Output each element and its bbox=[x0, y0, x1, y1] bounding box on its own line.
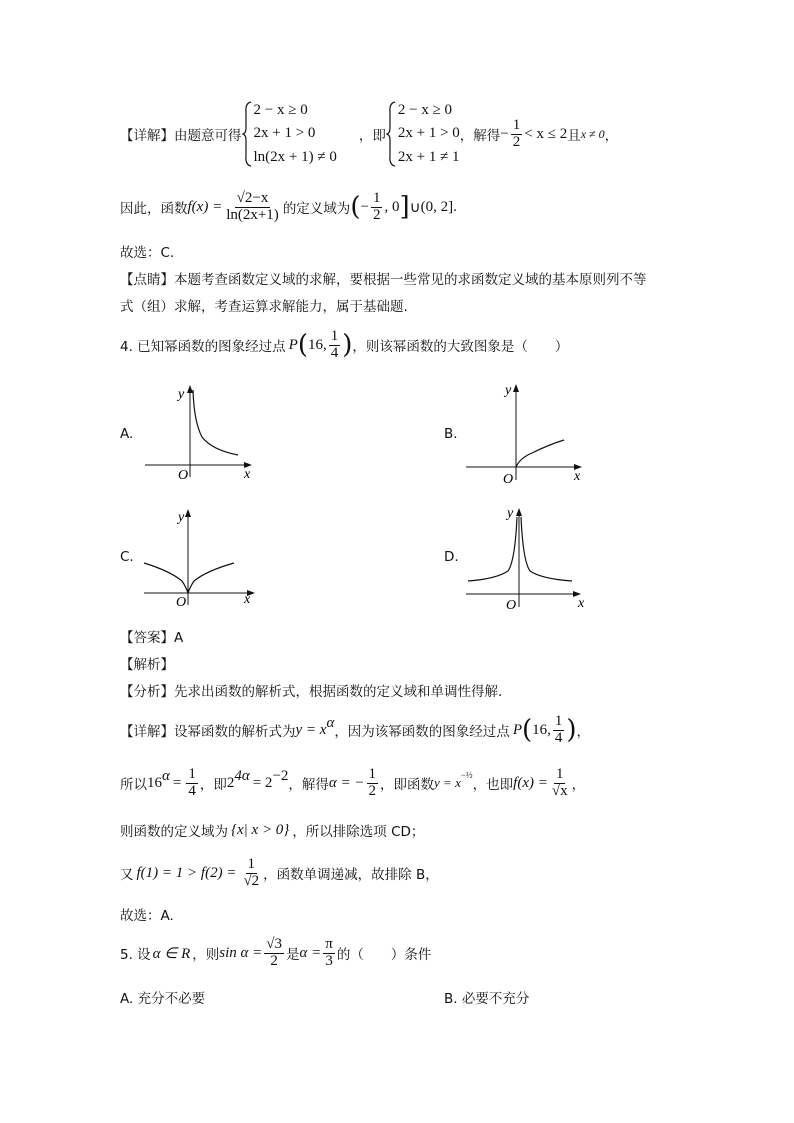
cond-x-ne-0: x ≠ 0 bbox=[580, 126, 605, 141]
y-axis-label: y bbox=[507, 506, 514, 521]
choose-1: 故选：C. bbox=[120, 245, 175, 261]
therefore-lead: 因此，函数 bbox=[120, 201, 188, 217]
left-brace-icon bbox=[386, 101, 396, 167]
origin-label: O bbox=[178, 468, 189, 482]
detail1-solve: ，解得 bbox=[459, 128, 501, 144]
detail1-line: 【详解】 由题意可得 2 − x ≥ 0 2x + 1 > 0 ln(2x + 1) ≠ 0 ，即 2 − x ≥ 0 2x + 1 > 0 2x + 1 ≠ 1 ，解得 − $\frac{1}{2}$ < x ≤ 2 且 x ≠ 0 ， bbox=[120, 98, 618, 170]
and-word: 且 bbox=[567, 128, 581, 144]
answer-line: 【答案】A bbox=[120, 630, 184, 646]
q4-stem: 4. 已知幂函数的图象经过点 P ( 16, $\frac{1}{4}$ ) ，则该幂函数的大致图象是（ ） bbox=[120, 327, 569, 361]
y-axis-label: y bbox=[505, 383, 512, 398]
fenxi-line: 【分析】先求出函数的解析式，根据函数的定义域和单调性得解. bbox=[120, 684, 503, 700]
detail1-tag: 【详解】 bbox=[120, 128, 174, 144]
system1-row-1: 2 − x ≥ 0 bbox=[253, 102, 308, 119]
y-axis-label: y bbox=[178, 510, 185, 525]
domain-text: 的定义域为 bbox=[282, 201, 351, 217]
analysis-tag: 【解析】 bbox=[120, 657, 174, 673]
detail1-mid: ，即 bbox=[358, 128, 386, 144]
option-d-graph[interactable] bbox=[462, 503, 587, 611]
union-symbol: ∪ bbox=[409, 199, 421, 216]
x-axis-label: x bbox=[244, 467, 251, 482]
origin-label: O bbox=[176, 595, 187, 609]
fraction-half: $\frac{1}{2}$ bbox=[512, 116, 521, 150]
detail1-lead: 由题意可得 bbox=[174, 128, 242, 144]
origin-label: O bbox=[503, 472, 514, 487]
y-axis-label: y bbox=[178, 387, 185, 402]
therefore-fraction: $\frac{√2-x}{\ln(2x+1)}$ bbox=[226, 189, 279, 223]
interval-half: $\frac{1}{2}$ bbox=[372, 189, 381, 223]
system1-row-2: 2x + 1 > 0 bbox=[253, 125, 316, 142]
therefore-line: 因此，函数 f(x) = $\frac{√2-x}{\ln(2x+1)}$ 的定义域为 ( − $\frac{1}{2}$ , 0 ] ∪ (0, 2] . bbox=[120, 189, 457, 223]
comment-line-1: 【点睛】本题考查函数定义域的求解，要根据一些常见的求函数定义域的基本原则列不等 bbox=[120, 272, 647, 288]
system2-row-3: 2x + 1 ≠ 1 bbox=[397, 148, 460, 165]
interval-rest: , 0 bbox=[384, 198, 400, 215]
option-b-graph[interactable] bbox=[462, 380, 587, 488]
option-a-graph[interactable] bbox=[140, 382, 260, 482]
period: . bbox=[453, 198, 457, 215]
so-line: 所以 16 $^\alpha$ = $\frac{1}{4}$ ，即 2 $^{4\alpha}$ = 2 $^{-2}$ ，解得 α = − $\frac{1}{2}$ ，即函数 y = x $^{-\frac{1}{2}}$ ，也即 f(x) = $\frac{1}{√x}$ ， bbox=[120, 765, 586, 799]
interval2: (0, 2] bbox=[420, 198, 454, 215]
option-b-label[interactable]: B. bbox=[444, 426, 458, 442]
detail2-line: 【详解】 设幂函数的解析式为 y = x $^\alpha$ ，因为该幂函数的图象经过点 P ( 16, $\frac{1}{4}$ ) ， bbox=[120, 712, 591, 746]
domain-line: 则函数的定义域为 {x| x > 0} ，所以排除选项 CD； bbox=[120, 821, 425, 840]
system2 bbox=[398, 99, 460, 169]
option-c-label[interactable]: C. bbox=[120, 549, 134, 565]
choose-2: 故选：A. bbox=[120, 908, 174, 924]
comment-line-2: 式（组）求解，考查运算求解能力，属于基础题. bbox=[120, 299, 408, 315]
system1-row-3: ln(2x + 1) ≠ 0 bbox=[253, 148, 337, 165]
again-line: 又 f(1) = 1 > f(2) = $\frac{1}{√2}$ ，函数单调递减，故排除 B， bbox=[120, 855, 439, 889]
option-a-label[interactable]: A. bbox=[120, 426, 134, 442]
q5-stem: 5. 设 α ∈ R ，则 sin α = $\frac{√3}{2}$ 是 α = $\frac{\pi}{3}$ 的（ ）条件 bbox=[120, 935, 432, 969]
option-c-graph[interactable] bbox=[140, 505, 260, 609]
left-brace-icon bbox=[242, 101, 252, 167]
q5-option-b[interactable]: B. 必要不充分 bbox=[444, 991, 530, 1007]
option-d-label[interactable]: D. bbox=[444, 549, 459, 565]
detail1-end: ， bbox=[604, 128, 619, 144]
origin-label: O bbox=[506, 598, 517, 611]
therefore-fx: f(x) = bbox=[187, 198, 223, 215]
minus-sign: − bbox=[360, 198, 369, 215]
system2-row-2: 2x + 1 > 0 bbox=[397, 125, 460, 142]
ineq-tail: < x ≤ 2 bbox=[524, 125, 568, 142]
x-axis-label: x bbox=[578, 596, 585, 611]
q5-option-a[interactable]: A. 充分不必要 bbox=[120, 991, 206, 1007]
x-axis-label: x bbox=[244, 592, 251, 607]
x-axis-label: x bbox=[574, 469, 581, 484]
system2-row-1: 2 − x ≥ 0 bbox=[397, 102, 453, 119]
system1 bbox=[254, 99, 337, 169]
